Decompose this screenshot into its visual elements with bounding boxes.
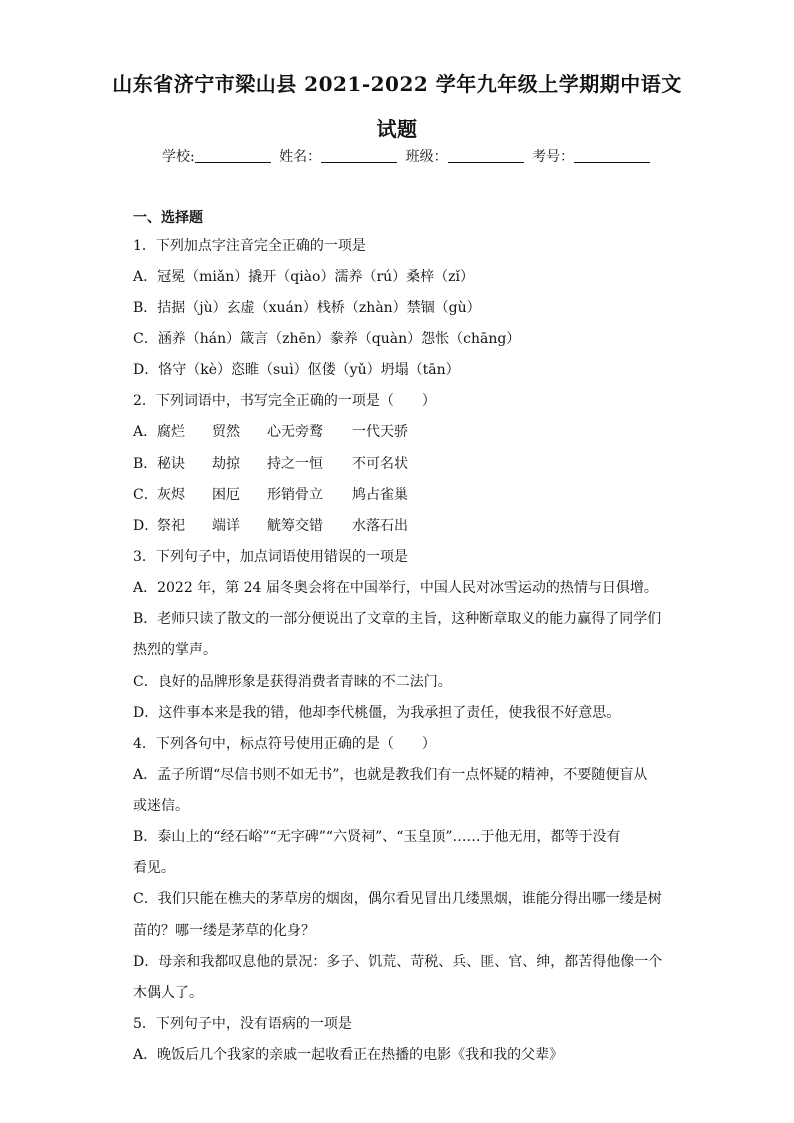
class-blank[interactable] [448,148,524,163]
question-4-option-c-cont: 苗的？哪一缕是茅草的化身？ [133,923,315,939]
question-2-option-b: B．秘诀 劫掠 持之一恒 不可名状 [133,456,408,472]
name-blank[interactable] [321,148,397,163]
question-1-option-d: D．恪守（kè）恣睢（suì）伛偻（yǔ）坍塌（tān） [133,362,460,378]
question-2-option-a: A．腐烂 贸然 心无旁鹜 一代天骄 [133,424,408,440]
question-4-option-b-cont: 看见。 [133,860,175,876]
question-4-option-c: C．我们只能在樵夫的茅草房的烟囱，偶尔看见冒出几缕黑烟，谁能分得出哪一缕是树 [133,891,662,907]
question-4-option-a: A．孟子所谓“尽信书则不如无书”，也就是教我们有一点怀疑的精神，不要随便盲从 [133,767,648,783]
name-label: 姓名： [279,149,322,165]
question-4-stem: 4．下列各句中，标点符号使用正确的是（ ） [133,736,436,752]
question-3-option-c: C．良好的品牌形象是获得消费者青睐的不二法门。 [133,674,452,690]
question-3-option-b-cont: 热烈的掌声。 [133,642,217,658]
question-5-option-a: A．晚饭后几个我家的亲戚一起收看正在热播的电影《我和我的父辈》 [133,1047,564,1063]
exam-number-blank[interactable] [574,148,650,163]
school-blank[interactable] [195,148,271,163]
exam-number-label: 考号： [532,149,575,165]
question-4-option-b: B．泰山上的“经石峪”“无字碑”“六贤祠”、“玉皇顶”……于他无用，都等于没有 [133,829,621,845]
exam-title-line1: 山东省济宁市梁山县 2021-2022 学年九年级上学期期中语文 [112,72,682,96]
question-4-option-a-cont: 或迷信。 [133,798,189,814]
question-2-stem: 2．下列词语中，书写完全正确的一项是（ ） [133,393,436,409]
question-4-option-d-cont: 木偶人了。 [133,985,203,1001]
question-1-option-c: C．涵养（hán）箴言（zhēn）豢养（quàn）怨怅（chāng） [133,331,521,347]
question-4-option-d: D．母亲和我都叹息他的景况：多子、饥荒、苛税、兵、匪、官、绅，都苦得他像一个 [133,954,663,970]
question-3-option-b: B．老师只读了散文的一部分便说出了文章的主旨，这种断章取义的能力赢得了同学们 [133,611,662,627]
question-1-stem: 1．下列加点字注音完全正确的一项是 [133,238,366,254]
section-heading: 一、选择题 [133,210,203,226]
school-label: 学校: [162,149,195,165]
exam-title-line2: 试题 [376,117,418,141]
question-2-option-c: C．灰烬 困厄 形销骨立 鸠占雀巢 [133,487,408,503]
student-info-row [162,146,654,166]
question-1-option-a: A．冠冕（miǎn）撬开（qiào）濡养（rú）桑梓（zǐ） [133,269,475,285]
question-1-option-b: B．拮据（jù）玄虚（xuán）栈桥（zhàn）禁锢（gù） [133,300,481,316]
question-2-option-d: D．祭祀 端详 觥筹交错 水落石出 [133,518,408,534]
question-3-stem: 3．下列句子中，加点词语使用错误的一项是 [133,549,408,565]
question-3-option-a: A．2022 年，第 24 届冬奥会将在中国举行，中国人民对冰雪运动的热情与日俱增。 [133,580,658,596]
class-label: 班级： [405,149,448,165]
question-3-option-d: D．这件事本来是我的错，他却李代桃僵，为我承担了责任，使我很不好意思。 [133,705,621,721]
question-5-stem: 5．下列句子中，没有语病的一项是 [133,1016,352,1032]
